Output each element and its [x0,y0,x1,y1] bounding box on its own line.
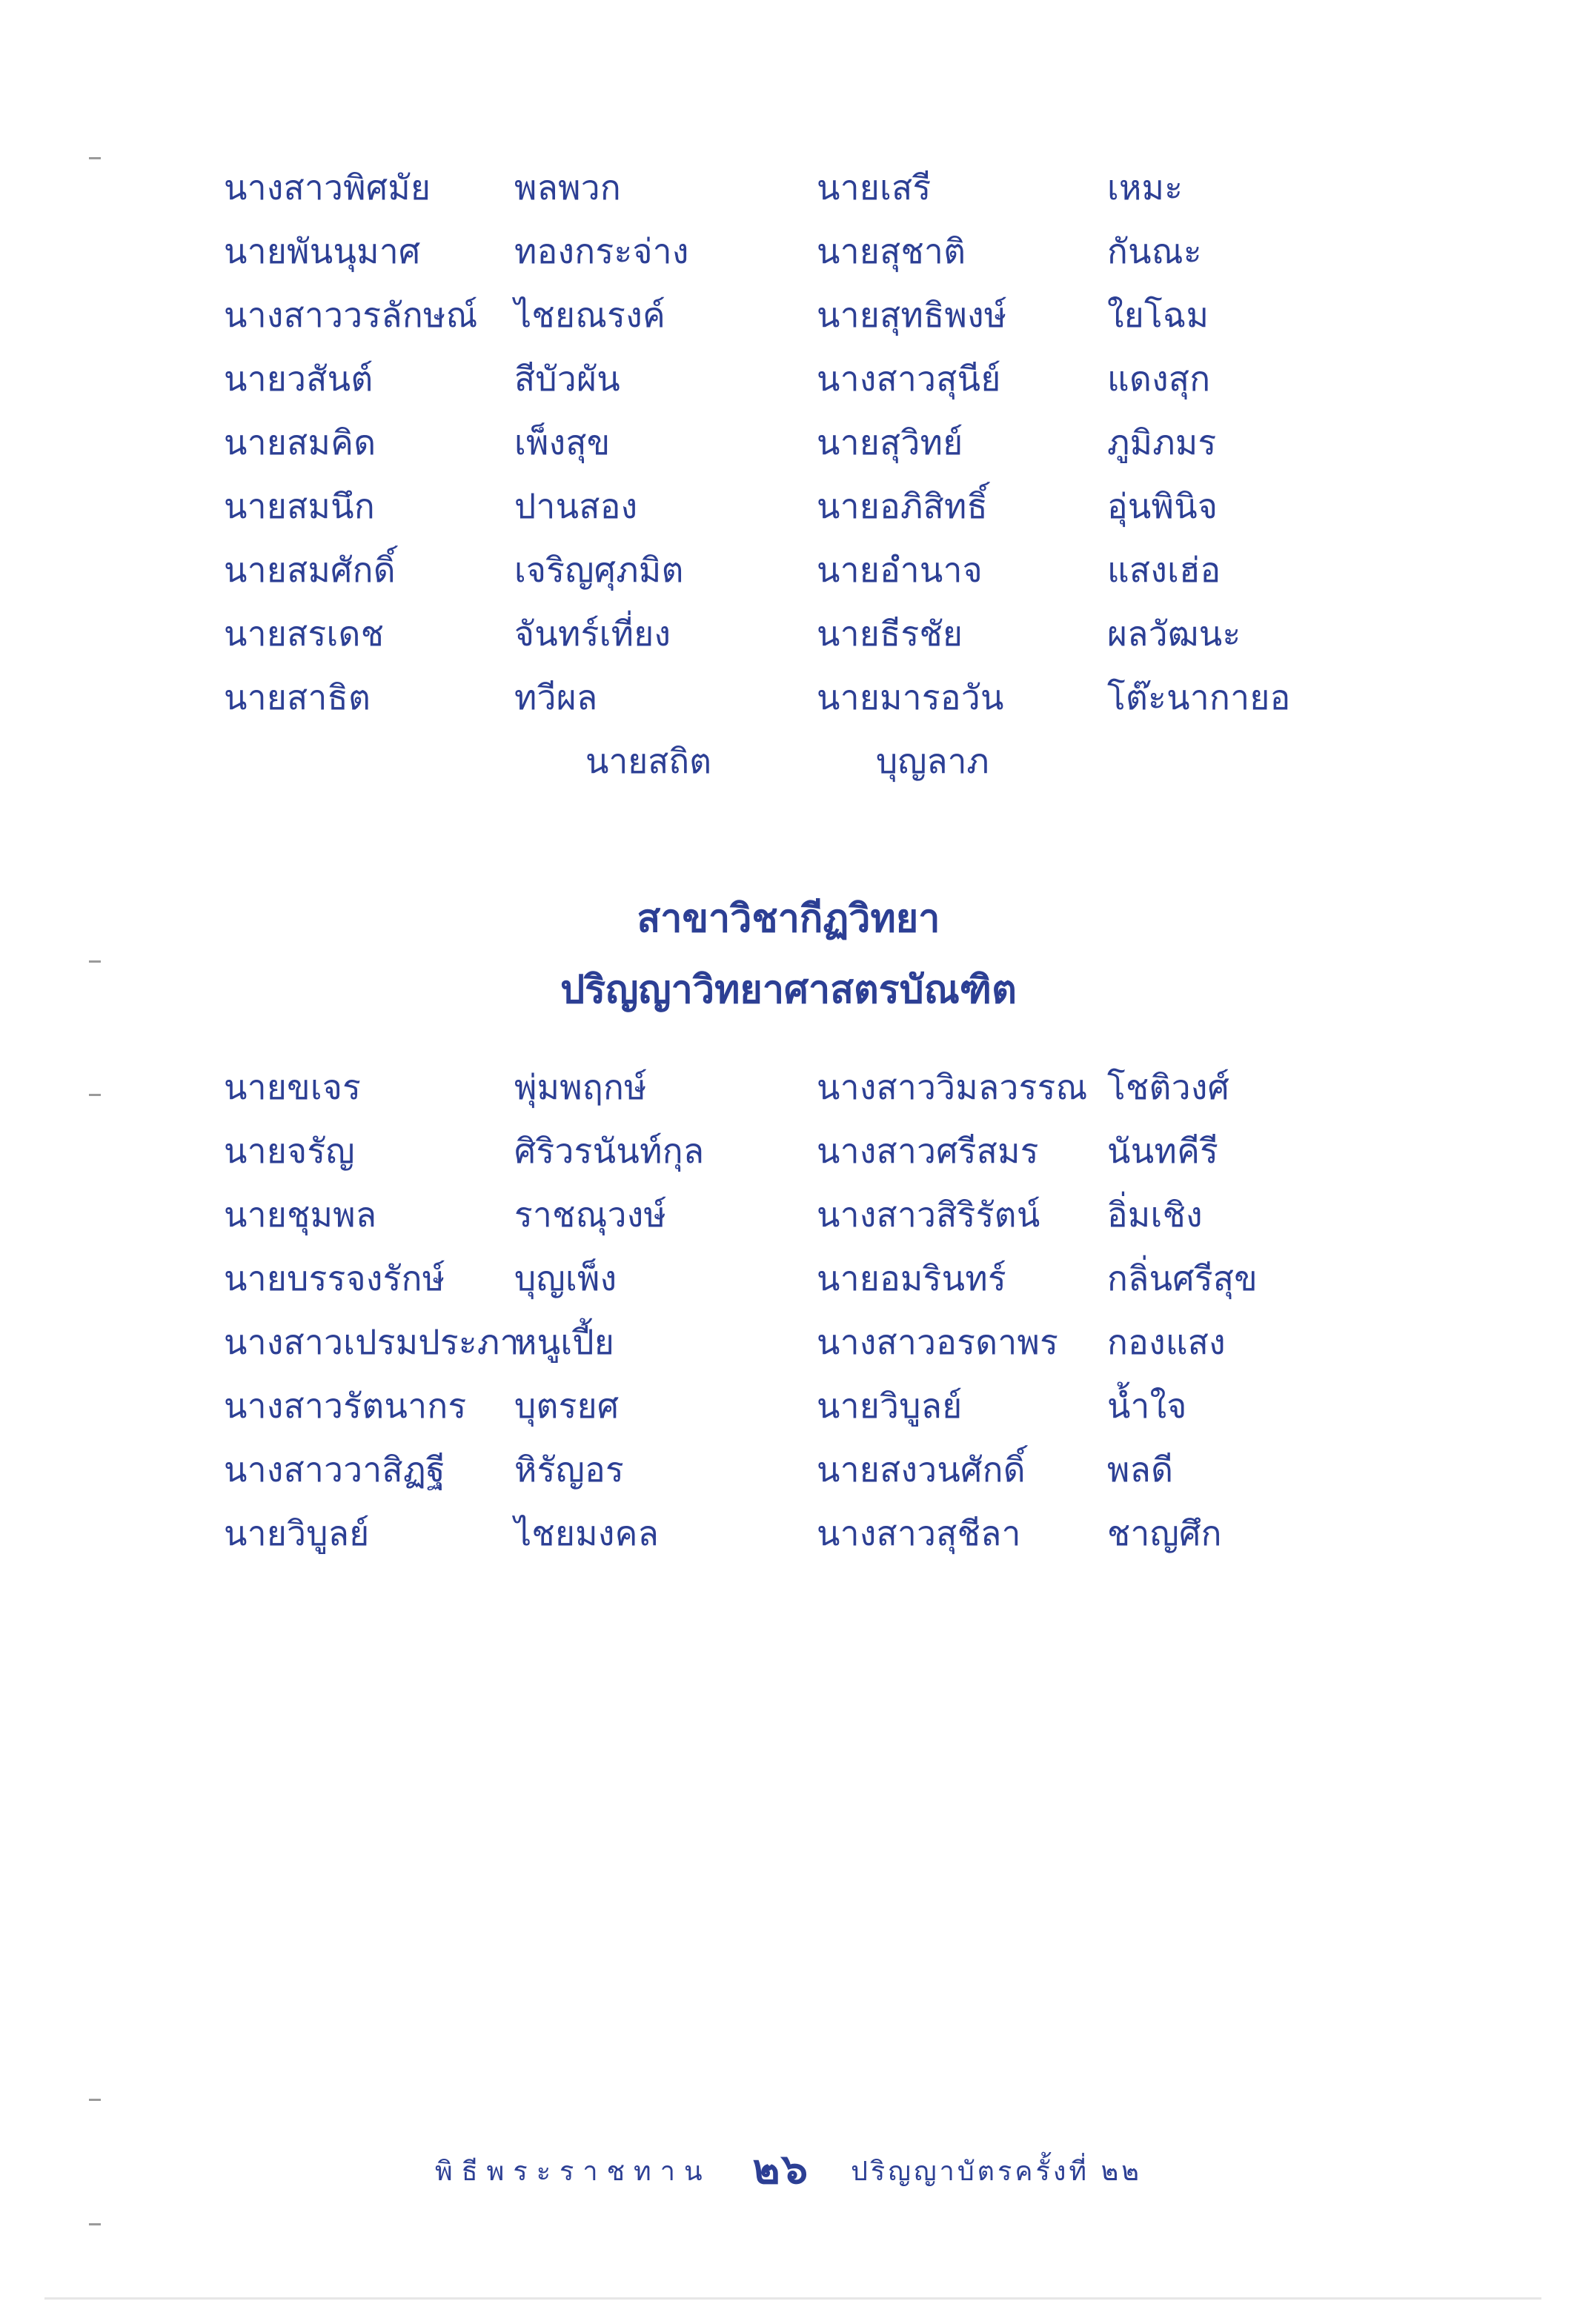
first-name: นายสมนึก [224,486,376,526]
first-name: นายจรัญ [224,1131,355,1171]
surname: หนูเปี้ย [514,1322,615,1362]
graduate-row [0,665,1577,729]
first-name: นายสมคิด [224,422,376,462]
surname: ทองกระจ่าง [514,231,689,271]
first-name: นายสาธิต [224,677,371,717]
first-name: นายสุวิทย์ [817,422,963,462]
footer-edition-label: ปริญญาบัตรครั้งที่ ๒๒ [851,2157,1143,2187]
first-name: นายสถิต [585,741,712,781]
surname: โต๊ะนากายอ [1107,677,1291,717]
footer-ceremony-label: พิธีพระราชทาน [434,2157,711,2187]
surname: ไชยมงคล [514,1513,660,1553]
graduate-row [0,156,1577,219]
first-name: นายวิบูลย์ [224,1513,370,1553]
surname: บุตรยศ [514,1386,620,1426]
scan-edge-line [44,2297,1541,2300]
surname: ปานสอง [514,486,638,526]
first-name: นางสาววิมลวรรณ [817,1067,1088,1107]
surname: ชาญศึก [1107,1513,1222,1553]
first-name: นายสงวนศักดิ์ [817,1450,1026,1490]
graduate-row [0,1246,1577,1310]
first-name: นางสาวศรีสมร [817,1131,1039,1171]
surname: สีบัวผัน [514,359,621,399]
first-name: นางสาวรัตนากร [224,1386,467,1426]
surname: กันณะ [1107,231,1202,271]
surname: ราชณุวงษ์ [514,1195,667,1235]
first-name: นางสาววรลักษณ์ [224,295,478,335]
graduate-row [0,283,1577,347]
first-name: นางสาวสุชีลา [817,1513,1021,1553]
graduate-row [0,1374,1577,1438]
first-name: นายสรเดช [224,614,385,654]
surname: อิ่มเชิง [1107,1195,1203,1235]
graduate-row [0,1501,1577,1565]
first-name: นางสาววาสิฏฐี [224,1450,445,1490]
surname: ศิริวรนันท์กุล [514,1131,705,1171]
surname: แสงเฮ่อ [1107,550,1221,590]
first-name: นายพันนุมาศ [224,231,421,271]
first-name: นางสาวสิริรัตน์ [817,1195,1040,1235]
first-name: นายสุชาติ [817,231,966,271]
page-number: ๒๖ [752,2145,810,2194]
surname: เพ็งสุข [514,422,611,462]
first-name: นายสุทธิพงษ์ [817,295,1007,335]
surname: เหมะ [1107,167,1183,208]
graduate-row [0,602,1577,665]
surname: กองแสง [1107,1322,1226,1362]
graduate-row [0,347,1577,411]
first-name: นายธีรชัย [817,614,963,654]
first-name: นายวิบูลย์ [817,1386,963,1426]
surname: เจริญศุภมิต [514,550,684,590]
surname: นันทคีรี [1107,1131,1219,1171]
first-name: นางสาวพิศมัย [224,167,431,208]
surname: อุ่นพินิจ [1107,486,1218,526]
graduate-row [0,1183,1577,1246]
first-name: นายสมศักดิ์ [224,550,396,590]
graduate-row-final [0,729,1577,793]
graduate-row [0,411,1577,474]
section-heading-degree: ปริญญาวิทยาศาสตรบัณฑิต [560,968,1017,1012]
first-name: นายมารอวัน [817,677,1004,717]
first-name: นายชุมพล [224,1195,377,1235]
surname: บุญเพ็ง [514,1258,617,1298]
surname: พุ่มพฤกษ์ [514,1067,647,1107]
surname: ไชยณรงค์ [514,295,666,335]
surname: ภูมิภมร [1107,422,1217,462]
first-name: นางสาวเปรมประภา [224,1322,519,1362]
graduate-row [0,1119,1577,1183]
surname: พลพวก [514,167,622,208]
graduate-row [0,219,1577,283]
surname: น้ำใจ [1107,1386,1187,1426]
graduate-row [0,1055,1577,1119]
first-name: นางสาวอรดาพร [817,1322,1059,1362]
graduate-row [0,538,1577,602]
surname: กลิ่นศรีสุข [1107,1258,1258,1298]
surname: หิรัญอร [514,1450,625,1490]
surname: จันทร์เที่ยง [514,614,671,654]
margin-tick [89,2099,101,2101]
graduate-row [0,1310,1577,1374]
surname: ผลวัฒนะ [1107,614,1241,654]
surname: ทวีผล [514,677,598,717]
first-name: นายขเจร [224,1067,362,1107]
surname: บุญลาภ [876,741,989,781]
first-name: นางสาวสุนีย์ [817,359,1001,399]
first-name: นายบรรจงรักษ์ [224,1258,445,1298]
first-name: นายเสรี [817,167,932,208]
surname: โชติวงศ์ [1107,1067,1230,1107]
first-name: นายอภิสิทธิ์ [817,486,989,526]
graduate-row [0,1438,1577,1501]
margin-tick [89,2223,101,2225]
graduate-row [0,474,1577,538]
surname: แดงสุก [1107,359,1211,399]
surname: พลดี [1107,1450,1174,1490]
surname: ใยโฉม [1107,295,1209,335]
page-footer [0,2140,1577,2200]
section-heading-major: สาขาวิชากีฏวิทยา [637,897,940,941]
first-name: นายวสันต์ [224,359,374,399]
first-name: นายอมรินทร์ [817,1258,1007,1298]
first-name: นายอำนาจ [817,550,983,590]
